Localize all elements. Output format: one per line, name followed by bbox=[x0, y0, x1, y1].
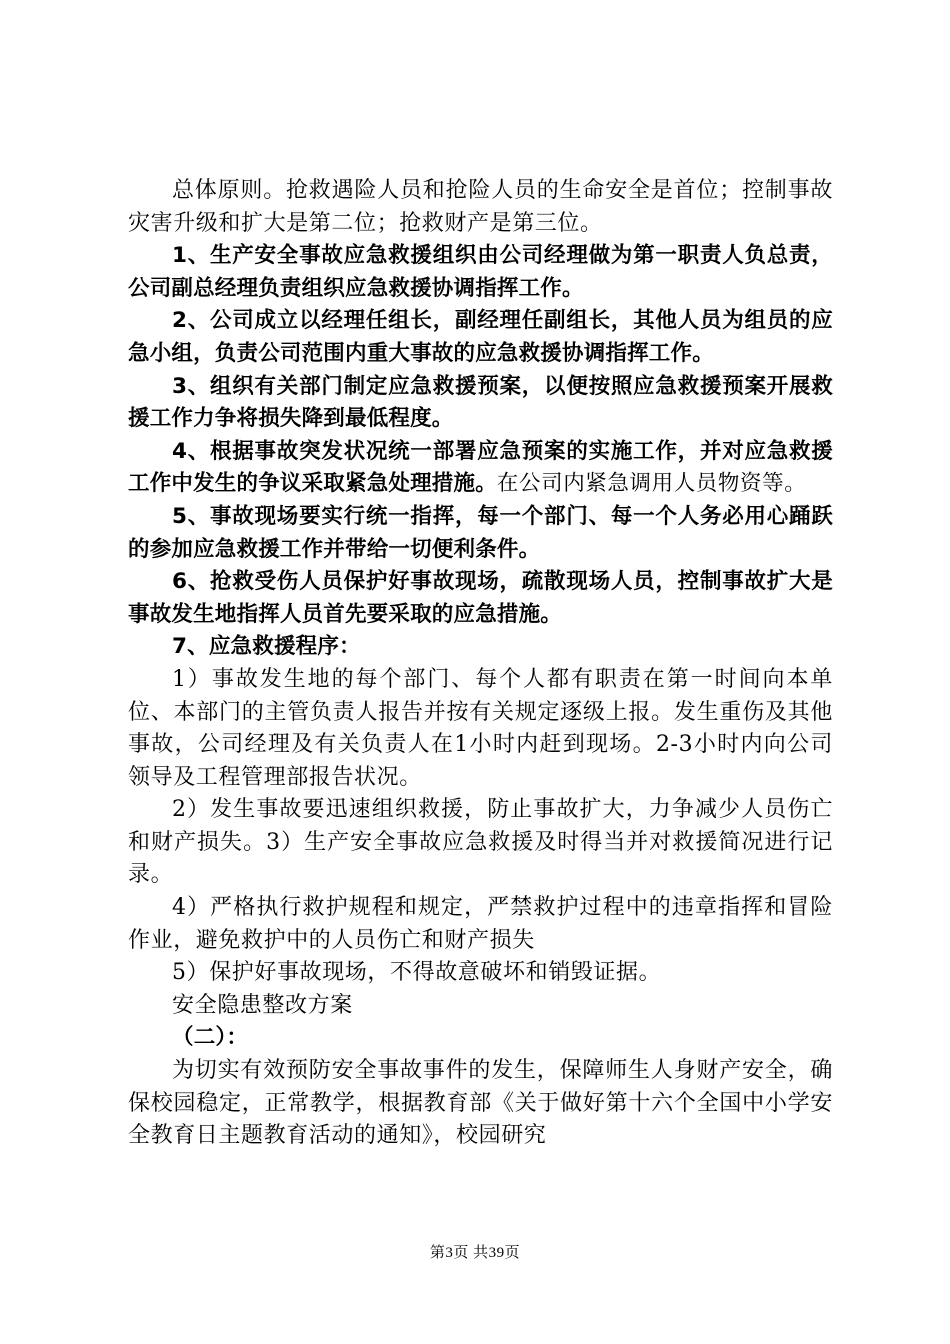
paragraph-step-5: 5）保护好事故现场，不得故意破坏和销毁证据。 bbox=[172, 960, 662, 986]
paragraph-step-1: 1）事故发生地的每个部门、每个人都有职责在第一时间向本单位、本部门的主管负责人报告并按有关规定逐级上报。发生重伤及其他事故，公司经理及有关负责人在1小时内赶到现场。2-3小时内向公司领导及工程管理部报告状况。 bbox=[128, 666, 833, 790]
paragraph-item-1: 1、生产安全事故应急救援组织由公司经理做为第一职责人负总责，公司副总经理负责组织应急救援协调指挥工作。 bbox=[128, 243, 833, 301]
paragraph-intro: 为切实有效预防安全事故事件的发生，保障师生人身财产安全，确保校园稳定，正常教学，根据教育部《关于做好第十六个全国中小学安全教育日主题教育活动的通知》，校园研究 bbox=[128, 1058, 833, 1149]
paragraph-item-2: 2、公司成立以经理任组长，副经理任副组长，其他人员为组员的应急小组，负责公司范围内重大事故的应急救援协调指挥工作。 bbox=[128, 308, 833, 366]
paragraph-item-4 bbox=[128, 436, 833, 501]
paragraph-item-7-heading: 7、应急救援程序： bbox=[172, 634, 361, 660]
paragraph-general-principle: 总体原则。抢救遇险人员和抢险人员的生命安全是首位；控制事故灾害升级和扩大是第二位；抢救财产是第三位。 bbox=[128, 178, 833, 236]
paragraph-item-6: 6、抢救受伤人员保护好事故现场，疏散现场人员，控制事故扩大是事故发生地指挥人员首先要采取的应急措施。 bbox=[128, 569, 833, 627]
section-title: 安全隐患整改方案 bbox=[172, 992, 353, 1018]
section-subheading: （二）： bbox=[172, 1025, 249, 1051]
document-body bbox=[128, 175, 833, 1153]
paragraph-item-3: 3、组织有关部门制定应急救援预案，以便按照应急救援预案开展救援工作力争将损失降到最低程度。 bbox=[128, 373, 833, 432]
paragraph-item-4-main: 4、根据事故突发状况统一部署应急预案的实施工作，并对应急救援工作中发生的争议采取紧急处理措施。 bbox=[128, 438, 833, 497]
paragraph-item-4-tail: 在公司内紧急调用人员物资等。 bbox=[496, 471, 807, 497]
paragraph-item-5: 5、事故现场要实行统一指挥，每一个部门、每一个人务必用心踊跃的参加应急救援工作并带给一切便利条件。 bbox=[128, 503, 833, 562]
page-number-footer: 第3页 共39页 bbox=[429, 1245, 521, 1261]
paragraph-step-4: 4）严格执行救护规程和规定，严禁救护过程中的违章指挥和冒险作业，避免救护中的人员伤亡和财产损失 bbox=[128, 895, 833, 953]
paragraph-step-2-3: 2）发生事故要迅速组织救援，防止事故扩大，力争减少人员伤亡和财产损失。3）生产安全事故应急救援及时得当并对救援简况进行记录。 bbox=[128, 797, 833, 888]
